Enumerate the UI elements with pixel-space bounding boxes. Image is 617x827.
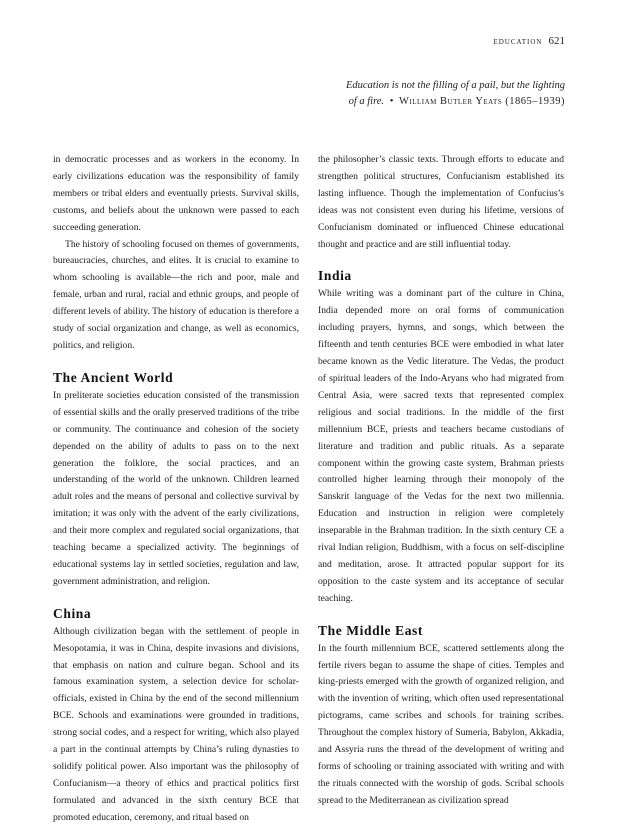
section-heading-china: China — [53, 605, 92, 621]
epigraph — [265, 78, 565, 110]
epigraph-line2 — [265, 94, 565, 110]
india-paragraph: While writing was a dominant part of the culture in China, India depended more on oral forms of communication including prayers, hymns, and songs, which between the fifteenth and tenth centuries BCE were embodied in what later became known as the Vedic literature. The Vedas, the product of spiritual leaders of the Indo-Aryans who had migrated from Central Asia, were sacred texts that represented complex religious and social traditions. In the middle of the first millennium BCE, priests and teachers became custodians of literature and tradition and public rituals. As a separate component within the growing caste system, Brahman priests controlled higher learning through their monopoly of the Sanskrit language of the Vedas for the next two millennia. Education and instruction in religion were completely inseparable in the Brahman tradition. In the sixth century CE a rival Indian religion, Buddhism, with a focus on self-discipline and meditation, arose. It attracted popular support for its opposition to the caste system and its acceptance of secular teaching. — [318, 288, 564, 604]
page-number: 621 — [548, 35, 565, 47]
running-title: education — [493, 36, 543, 47]
epigraph-quote-line2: of a fire. — [348, 96, 385, 107]
right-column — [318, 152, 564, 810]
bullet-separator: • — [389, 96, 394, 107]
left-column — [53, 152, 299, 827]
epigraph-quote-line1: Education is not the filling of a pail, but the lighting — [345, 80, 565, 91]
middle-east-paragraph: In the fourth millennium BCE, scattered settlements along the fertile rivers began to assume the shape of cities. Temples and king-priests emerged with the growth of organized religion, and with the invention of writing, which often used representational pictograms, came scribes and schools for training scribes. Throughout the complex history of Sumeria, Babylon, Akkadia, and Assyria runs the thread of the development of writing and forms of schooling or training associated with writing and with the rituals connected with the worship of gods. Scribal schools spread to the Mediterranean as civilization spread — [318, 642, 564, 806]
running-head — [493, 35, 565, 47]
section-heading-ancient-world: The Ancient World — [53, 369, 174, 385]
china-paragraph: Although civilization began with the settlement of people in Mesopotamia, it was in China, despite invasions and divisions, that emphasis on nation and culture began. School and its famous examination system, a selection device for scholar-officials, existed in China by the end of the second millennium BCE. Schools and examinations were grounded in traditions, strong social codes, and a respect for writing, which also played a part in the continual attempts by China’s ruling dynasties to solidify political power. Also important was the philosophy of Confucianism—a theory of ethics and practical politics first formulated and advanced in the sixth century BCE that promoted education, ceremony, and ritual based on — [53, 625, 299, 823]
epigraph-attribution: William Butler Yeats (1865–1939) — [399, 96, 565, 107]
intro-paragraph-1: in democratic processes and as workers in the economy. In early civilizations education was the responsibility of family members or tribal elders and eventually priests. Survival skills, customs, and beliefs about the unknown were passed to each succeeding generation. — [53, 154, 299, 233]
china-continued-paragraph: the philosopher’s classic texts. Through efforts to educate and strengthen political structures, Confucianism established its lasting influence. Though the implementation of Confucius’s ideas was not consistent even during his lifetime, versions of Confucianism dominated or influenced Chinese educational thought and practice and are still influential today. — [318, 154, 564, 250]
ancient-world-paragraph: In preliterate societies education consisted of the transmission of essential skills and the orally preserved traditions of the tribe or community. The continuance and cohesion of the society depended on the ability of adults to pass on to the next generation the folklore, the social practices, and an understanding of the world of the unknown. Children learned adult roles and the means of personal and collective survival by imitation; it was only with the advent of the early civilizations, and their more complex and regulated social organizations, that teaching became a specialized activity. The beginnings of educational systems lay in settled societies, regulation and law, government administration, and religion. — [53, 389, 299, 587]
section-heading-middle-east: The Middle East — [318, 622, 424, 638]
section-heading-india: India — [318, 268, 352, 284]
intro-paragraph-2: The history of schooling focused on themes of governments, bureaucracies, churches, and elites. It is crucial to examine to whom schooling is available—the rich and poor, male and female, urban and rural, racial and ethnic groups, and people of different levels of ability. The history of education is therefore a study of social organization and change, as well as economics, politics, and religion. — [53, 238, 299, 351]
